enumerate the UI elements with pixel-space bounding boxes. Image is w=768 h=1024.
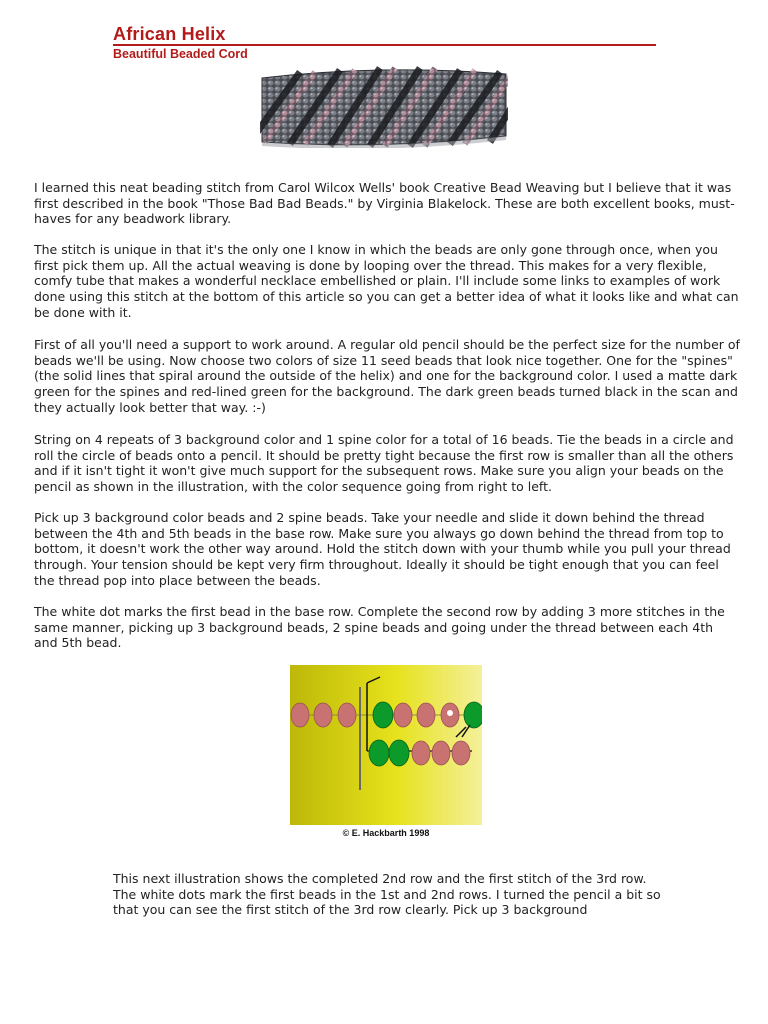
paragraph-stitch-unique: The stitch is unique in that it's the only one I know in which the beads are only gone through once, when you first pick them up. All the actual weaving is done by looping over the thread. This makes for a very flexible, comfy tube that makes a wonderful necklace embellished or plain. I'll include some links to examples of work done using this stitch at the bottom of this article so you can get a better idea of what it looks like and what can be done with it.: [34, 242, 739, 320]
spine-bead: [373, 702, 393, 728]
bead-stitch-illustration: [290, 665, 482, 825]
paragraph-materials: First of all you'll need a support to work around. A regular old pencil should be the perfect size for the number of beads we'll be using. Now choose two colors of size 11 seed beads that look nice together. One for the "spines" (the solid lines that spiral around the outside of the helix) and one for the background color. I used a matte dark green for the spines and red-lined green for the background. The dark green beads turned black in the scan and they actually look better that way. :-): [34, 337, 740, 415]
spine-bead: [389, 740, 409, 766]
paragraph-second-row: The white dot marks the first bead in the base row. Complete the second row by adding 3 more stitches in the same manner, picking up 3 background beads, 2 spine beads and going under the thread between each 4th and 5th bead.: [34, 604, 725, 651]
background-bead: [394, 703, 412, 727]
background-bead: [338, 703, 356, 727]
white-dot-marker: [447, 710, 453, 716]
page-title: African Helix: [113, 24, 226, 44]
background-bead: [432, 741, 450, 765]
background-bead: [452, 741, 470, 765]
paragraph-intro: I learned this neat beading stitch from Carol Wilcox Wells' book Creative Bead Weaving but I believe that it was first described in the book "Those Bad Bad Beads." by Virginia Blakelock. These are both excellent books, must-haves for any beadwork library.: [34, 180, 735, 227]
background-bead: [417, 703, 435, 727]
title-underline: [113, 44, 656, 46]
beaded-cord-photo: [260, 62, 508, 148]
background-bead: [291, 703, 309, 727]
spine-bead: [464, 702, 482, 728]
illustration-credit: © E. Hackbarth 1998: [342, 828, 430, 838]
page-subtitle: Beautiful Beaded Cord: [113, 47, 248, 61]
spine-bead: [369, 740, 389, 766]
paragraph-string-beads: String on 4 repeats of 3 background color and 1 spine color for a total of 16 beads. Tie the beads in a circle and roll the circle of beads onto a pencil. It should be pretty tight because the first row is smaller than all the others and if it isn't tight it won't give much support for the subsequent rows. Make sure you align your beads on the pencil as shown in the illustration, with the color sequence going from right to left.: [34, 432, 734, 495]
background-bead: [412, 741, 430, 765]
paragraph-first-stitch: Pick up 3 background color beads and 2 spine beads. Take your needle and slide it down behind the thread between the 4th and 5th beads in the base row. Make sure you always go down behind the thread from top to bottom, it doesn't work the other way around. Hold the stitch down with your thumb while you pull your thread through. Your tension should be kept very firm throughout. Ideally it should be tight enough that you can feel the thread pop into place between the beads.: [34, 510, 731, 588]
paragraph-next-illustration: This next illustration shows the completed 2nd row and the first stitch of the 3rd row. The white dots mark the first beads in the 1st and 2nd rows. I turned the pencil a bit so that you can see the first stitch of the 3rd row clearly. Pick up 3 background: [113, 871, 661, 918]
background-bead: [314, 703, 332, 727]
